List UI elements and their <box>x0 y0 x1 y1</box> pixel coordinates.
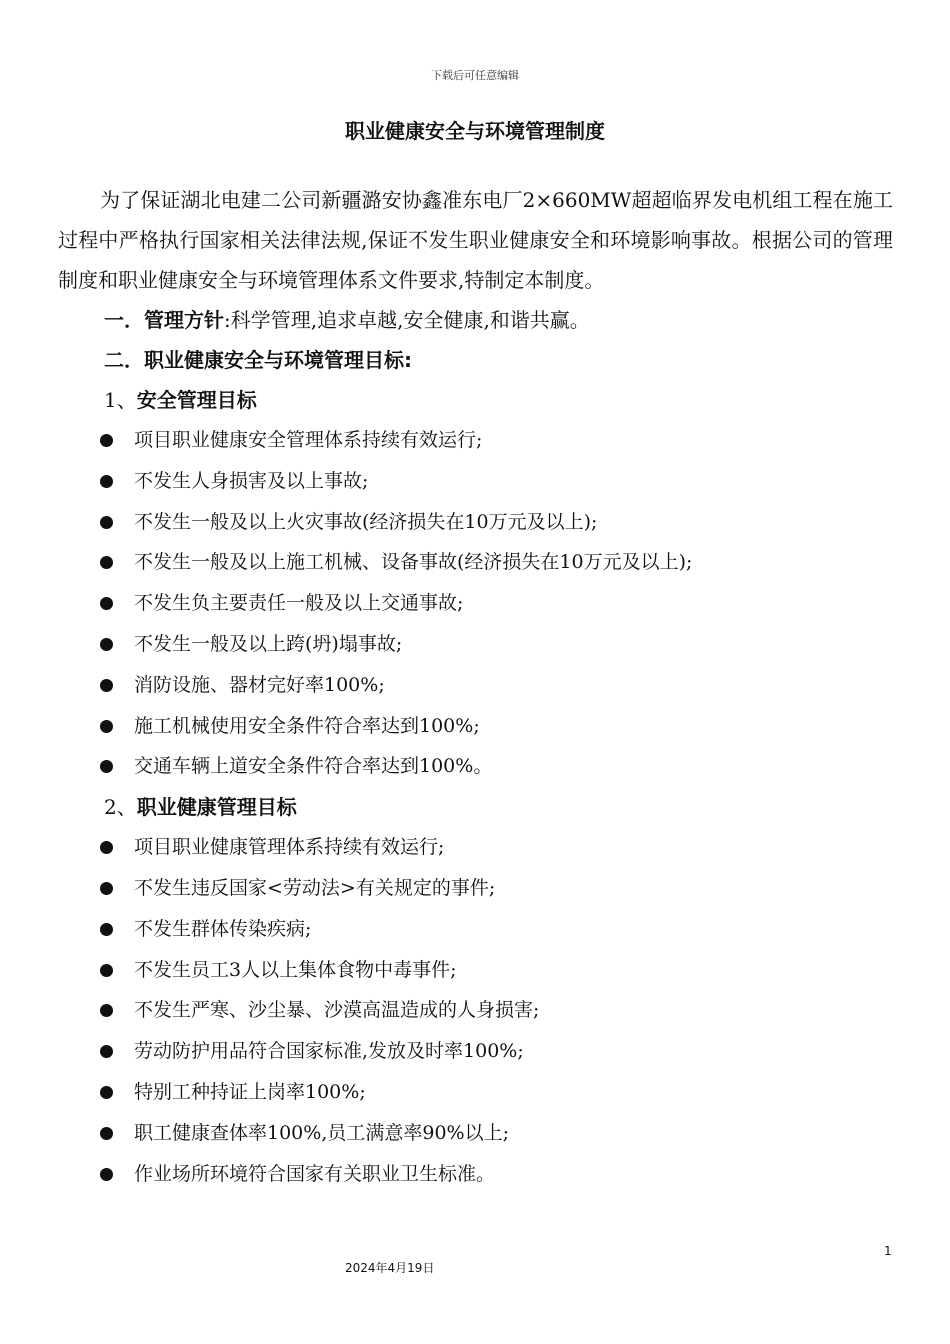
bullet-icon <box>100 516 113 529</box>
list-item <box>58 502 893 543</box>
list-item <box>58 1113 893 1154</box>
list-item <box>58 1072 893 1113</box>
list-item-text: 交通车辆上道安全条件符合率达到100%。 <box>134 755 493 778</box>
policy-line <box>58 300 893 340</box>
health-num: 2、 <box>104 795 137 820</box>
bullet-icon <box>100 923 113 936</box>
health-list <box>58 827 893 1194</box>
safety-num: 1、 <box>104 388 137 412</box>
section2-heading: 二．职业健康安全与环境管理目标: <box>104 348 412 372</box>
bullet-icon <box>100 475 113 488</box>
bullet-icon <box>100 638 113 651</box>
list-item <box>58 542 893 583</box>
list-item-text: 不发生违反国家<劳动法>有关规定的事件; <box>134 876 496 899</box>
bullet-icon <box>100 841 113 854</box>
intro-paragraph: 为了保证湖北电建二公司新疆潞安协鑫准东电厂2×660MW超超临界发电机组工程在施工过程中严格执行国家相关法律法规,保证不发生职业健康安全和环境影响事故。根据公司的管理制度和职业健康安全与环境管理体系文件要求,特制定本制度。 <box>58 188 893 292</box>
list-item-text: 特别工种持证上岗率100%; <box>134 1080 366 1103</box>
list-item-text: 施工机械使用安全条件符合率达到100%; <box>134 714 480 737</box>
list-item <box>58 420 893 461</box>
document-body <box>58 180 893 1194</box>
bullet-icon <box>100 597 113 610</box>
safety-list <box>58 420 893 787</box>
list-item-text: 不发生一般及以上施工机械、设备事故(经济损失在10万元及以上); <box>134 551 693 574</box>
header-note: 下载后可任意编辑 <box>431 69 519 82</box>
list-item <box>58 583 893 624</box>
list-item <box>58 950 893 991</box>
list-item <box>58 1154 893 1195</box>
list-item <box>58 746 893 787</box>
list-item-text: 不发生一般及以上跨(坍)塌事故; <box>134 632 403 655</box>
list-item <box>58 990 893 1031</box>
bullet-icon <box>100 434 113 447</box>
bullet-icon <box>100 1045 113 1058</box>
list-item <box>58 461 893 502</box>
list-item <box>58 827 893 868</box>
page-number: 1 <box>884 1244 892 1258</box>
list-item-text: 职工健康查体率100%,员工满意率90%以上; <box>134 1121 509 1144</box>
policy-text: :科学管理,追求卓越,安全健康,和谐共赢。 <box>224 308 590 332</box>
list-item <box>58 1031 893 1072</box>
list-item <box>58 624 893 665</box>
bullet-icon <box>100 1004 113 1017</box>
list-item-text: 不发生员工3人以上集体食物中毒事件; <box>134 958 457 981</box>
list-item-text: 项目职业健康管理体系持续有效运行; <box>134 836 445 859</box>
bullet-icon <box>100 556 113 569</box>
list-item-text: 劳动防护用品符合国家标准,发放及时率100%; <box>134 1040 524 1063</box>
bullet-icon <box>100 882 113 895</box>
bullet-icon <box>100 679 113 692</box>
bullet-icon <box>100 1086 113 1099</box>
document-title: 职业健康安全与环境管理制度 <box>345 119 605 143</box>
list-item-text: 消防设施、器材完好率100%; <box>134 673 385 696</box>
list-item <box>58 706 893 747</box>
list-item-text: 作业场所环境符合国家有关职业卫生标准。 <box>134 1162 496 1185</box>
bullet-icon <box>100 1127 113 1140</box>
list-item <box>58 868 893 909</box>
list-item-text: 不发生严寒、沙尘暴、沙漠高温造成的人身损害; <box>134 999 540 1022</box>
health-heading <box>58 787 893 827</box>
safety-heading-text: 安全管理目标 <box>136 388 257 412</box>
list-item <box>58 665 893 706</box>
list-item-text: 不发生人身损害及以上事故; <box>134 469 369 492</box>
safety-heading <box>58 380 893 420</box>
footer-date: 2024年4月19日 <box>345 1261 435 1275</box>
health-heading-text: 职业健康管理目标 <box>136 795 297 820</box>
policy-lead: 一．管理方针 <box>104 308 224 332</box>
list-item-text: 不发生负主要责任一般及以上交通事故; <box>134 592 464 615</box>
list-item-text: 不发生一般及以上火灾事故(经济损失在10万元及以上); <box>134 510 598 533</box>
bullet-icon <box>100 720 113 733</box>
list-item-text: 不发生群体传染疾病; <box>134 917 312 940</box>
bullet-icon <box>100 964 113 977</box>
list-item-text: 项目职业健康安全管理体系持续有效运行; <box>134 429 483 451</box>
bullet-icon <box>100 1168 113 1181</box>
bullet-icon <box>100 760 113 773</box>
list-item <box>58 909 893 950</box>
